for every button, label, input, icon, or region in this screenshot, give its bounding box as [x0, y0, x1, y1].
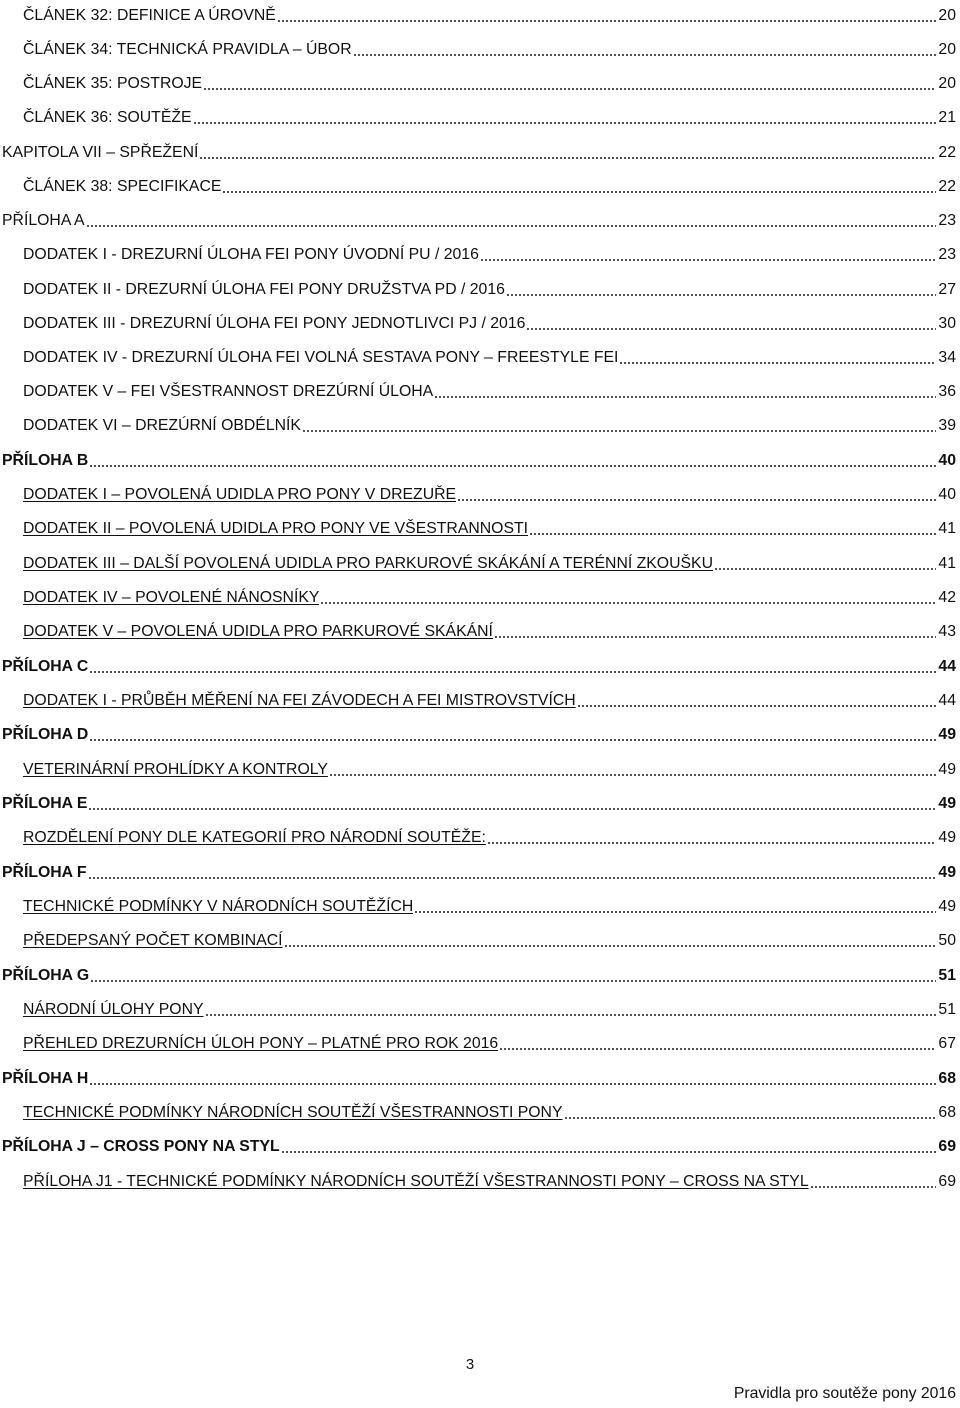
toc-page-number: 20	[938, 7, 956, 24]
toc-entry-line	[2, 445, 956, 471]
toc-page-number: 43	[938, 623, 956, 640]
toc-dot-leader	[284, 945, 936, 947]
toc-section-entry[interactable]	[0, 479, 960, 505]
toc-page-number: 49	[938, 864, 956, 881]
toc-dot-leader	[506, 294, 936, 296]
toc-entry-title: PŘÍLOHA A	[2, 212, 85, 229]
toc-entry-line	[23, 616, 956, 642]
toc-page-number: 40	[938, 452, 956, 469]
toc-entry-title: VETERINÁRNÍ PROHLÍDKY A KONTROLY	[23, 761, 328, 778]
toc-dot-leader	[577, 705, 936, 707]
toc-entry-line	[2, 137, 956, 163]
toc-entry-line	[2, 1063, 956, 1089]
toc-entry-line	[2, 960, 956, 986]
toc-entry-line	[23, 68, 956, 94]
toc-section-entry[interactable]	[0, 34, 960, 60]
toc-entry-line	[23, 582, 956, 608]
toc-dot-leader	[619, 362, 936, 364]
toc-dot-leader	[810, 1186, 936, 1188]
toc-entry-title: ČLÁNEK 36: SOUTĚŽE	[23, 109, 192, 126]
toc-section-entry[interactable]	[0, 548, 960, 574]
toc-chapter-entry[interactable]	[0, 137, 960, 163]
toc-chapter-entry[interactable]	[0, 1063, 960, 1089]
toc-entry-title: PŘÍLOHA E	[2, 795, 88, 812]
toc-page-number: 69	[938, 1138, 956, 1155]
toc-section-entry[interactable]	[0, 754, 960, 780]
toc-entry-title: PŘÍLOHA J1 - TECHNICKÉ PODMÍNKY NÁRODNÍCH SOUTĚŽÍ VŠESTRANNOSTI PONY – CROSS NA STYL	[23, 1173, 809, 1190]
toc-section-entry[interactable]	[0, 994, 960, 1020]
toc-dot-leader	[89, 739, 936, 741]
toc-entry-title: DODATEK IV – POVOLENÉ NÁNOSNÍKY	[23, 589, 320, 606]
toc-page-number: 22	[938, 144, 956, 161]
toc-entry-title: KAPITOLA VII – SPŘEŽENÍ	[2, 144, 199, 161]
toc-section-entry[interactable]	[0, 171, 960, 197]
toc-entry-line	[2, 788, 956, 814]
toc-page-number: 30	[938, 315, 956, 332]
toc-entry-line	[23, 513, 956, 539]
toc-entry-title: PŘEHLED DREZURNÍCH ÚLOH PONY – PLATNÉ PRO ROK 2016	[23, 1035, 499, 1052]
toc-entry-line	[23, 342, 956, 368]
toc-entry-title: DODATEK II - DREZURNÍ ÚLOHA FEI PONY DRUŽSTVA PD / 2016	[23, 281, 505, 298]
toc-page-number: 34	[938, 349, 956, 366]
toc-section-entry[interactable]	[0, 616, 960, 642]
toc-entry-title: ČLÁNEK 34: TECHNICKÁ PRAVIDLA – ÚBOR	[23, 41, 352, 58]
toc-section-entry[interactable]	[0, 925, 960, 951]
toc-entry-line	[23, 308, 956, 334]
toc-dot-leader	[90, 980, 936, 982]
toc-dot-leader	[222, 191, 936, 193]
toc-section-entry[interactable]	[0, 1028, 960, 1054]
toc-entry-title: DODATEK III - DREZURNÍ ÚLOHA FEI PONY JEDNOTLIVCI PJ / 2016	[23, 315, 526, 332]
toc-page-number: 23	[938, 212, 956, 229]
toc-entry-title: PŘÍLOHA F	[2, 864, 87, 881]
document-footer-title: Pravidla pro soutěže pony 2016	[733, 1385, 956, 1402]
toc-section-entry[interactable]	[0, 410, 960, 436]
toc-page-number: 49	[938, 726, 956, 743]
toc-dot-leader	[487, 842, 936, 844]
toc-dot-leader	[480, 259, 936, 261]
toc-entry-title: DODATEK II – POVOLENÁ UDIDLA PRO PONY VE VŠESTRANNOSTI	[23, 520, 529, 537]
toc-entry-line	[23, 410, 956, 436]
toc-entry-title: DODATEK I - PRŮBĚH MĚŘENÍ NA FEI ZÁVODECH A FEI MISTROVSTVÍCH	[23, 692, 576, 709]
toc-dot-leader	[302, 430, 936, 432]
toc-entry-line	[23, 1097, 956, 1123]
toc-entry-line	[23, 0, 956, 26]
toc-section-entry[interactable]	[0, 822, 960, 848]
toc-page-number: 44	[938, 692, 956, 709]
toc-page-number: 27	[938, 281, 956, 298]
toc-entry-line	[2, 205, 956, 231]
toc-section-entry[interactable]	[0, 1097, 960, 1123]
toc-dot-leader	[526, 328, 936, 330]
toc-page-number: 44	[938, 658, 956, 675]
toc-dot-leader	[86, 225, 936, 227]
toc-entry-title: DODATEK IV - DREZURNÍ ÚLOHA FEI VOLNÁ SESTAVA PONY – FREESTYLE FEI	[23, 349, 619, 366]
toc-entry-line	[2, 719, 956, 745]
toc-section-entry[interactable]	[0, 513, 960, 539]
toc-entry-line	[23, 822, 956, 848]
toc-page-number: 20	[938, 75, 956, 92]
toc-chapter-entry[interactable]	[0, 445, 960, 471]
toc-entry-line	[23, 171, 956, 197]
toc-entry-title: ČLÁNEK 32: DEFINICE A ÚROVNĚ	[23, 7, 276, 24]
toc-page-number: 40	[938, 486, 956, 503]
toc-section-entry[interactable]	[0, 68, 960, 94]
toc-entry-title: PŘÍLOHA B	[2, 452, 89, 469]
toc-page-number: 49	[938, 761, 956, 778]
toc-dot-leader	[434, 396, 936, 398]
toc-entry-title: DODATEK III – DALŠÍ POVOLENÁ UDIDLA PRO PARKUROVÉ SKÁKÁNÍ A TERÉNNÍ ZKOUŠKU	[23, 555, 713, 572]
toc-section-entry[interactable]	[0, 342, 960, 368]
toc-chapter-entry[interactable]	[0, 719, 960, 745]
toc-chapter-entry[interactable]	[0, 205, 960, 231]
toc-entry-line	[23, 891, 956, 917]
toc-dot-leader	[281, 1151, 936, 1153]
toc-chapter-entry[interactable]	[0, 1131, 960, 1157]
toc-section-entry[interactable]	[0, 1166, 960, 1192]
toc-entry-title: DODATEK V – FEI VŠESTRANNOST DREZÚRNÍ ÚLOHA	[23, 383, 434, 400]
toc-entry-line	[2, 651, 956, 677]
toc-dot-leader	[277, 20, 936, 22]
toc-entry-title: ROZDĚLENÍ PONY DLE KATEGORIÍ PRO NÁRODNÍ SOUTĚŽE:	[23, 829, 486, 846]
toc-entry-title: PŘÍLOHA H	[2, 1070, 89, 1087]
toc-dot-leader	[89, 671, 936, 673]
toc-entry-title: DODATEK I – POVOLENÁ UDIDLA PRO PONY V DREZUŘE	[23, 486, 457, 503]
toc-page-number: 23	[938, 246, 956, 263]
toc-entry-title: PŘEDEPSANÝ POČET KOMBINACÍ	[23, 932, 283, 949]
toc-chapter-entry[interactable]	[0, 651, 960, 677]
toc-entry-title: PŘÍLOHA G	[2, 967, 90, 984]
toc-entry-title: PŘÍLOHA J – CROSS PONY NA STYL	[2, 1138, 280, 1155]
toc-dot-leader	[353, 54, 936, 56]
toc-page-number: 49	[938, 795, 956, 812]
toc-entry-line	[2, 857, 956, 883]
toc-dot-leader	[414, 911, 936, 913]
toc-section-entry[interactable]	[0, 308, 960, 334]
toc-section-entry[interactable]	[0, 0, 960, 26]
toc-entry-title: PŘÍLOHA D	[2, 726, 89, 743]
toc-entry-line	[23, 479, 956, 505]
toc-entry-title: DODATEK V – POVOLENÁ UDIDLA PRO PARKUROVÉ SKÁKÁNÍ	[23, 623, 493, 640]
toc-entry-line	[23, 239, 956, 265]
toc-page-number: 51	[938, 1001, 956, 1018]
toc-page-number: 49	[938, 898, 956, 915]
toc-section-entry[interactable]	[0, 376, 960, 402]
toc-entry-line	[23, 994, 956, 1020]
toc-entry-line	[23, 376, 956, 402]
toc-dot-leader	[88, 808, 936, 810]
toc-entry-title: DODATEK I - DREZURNÍ ÚLOHA FEI PONY ÚVODNÍ PU / 2016	[23, 246, 479, 263]
toc-chapter-entry[interactable]	[0, 960, 960, 986]
toc-page-number: 39	[938, 417, 956, 434]
toc-entry-line	[2, 1131, 956, 1157]
toc-dot-leader	[199, 157, 936, 159]
toc-dot-leader	[89, 465, 936, 467]
toc-page-number: 50	[938, 932, 956, 949]
toc-page-number: 21	[938, 109, 956, 126]
toc-dot-leader	[205, 1014, 936, 1016]
toc-entry-line	[23, 548, 956, 574]
toc-section-entry[interactable]	[0, 102, 960, 128]
toc-entry-title: ČLÁNEK 38: SPECIFIKACE	[23, 178, 222, 195]
toc-entry-line	[23, 34, 956, 60]
toc-dot-leader	[457, 499, 936, 501]
toc-entry-line	[23, 754, 956, 780]
toc-dot-leader	[714, 568, 936, 570]
toc-entry-line	[23, 1028, 956, 1054]
toc-entry-title: PŘÍLOHA C	[2, 658, 89, 675]
toc-page-number: 41	[938, 520, 956, 537]
toc-dot-leader	[320, 602, 936, 604]
toc-dot-leader	[329, 774, 936, 776]
toc-section-entry[interactable]	[0, 685, 960, 711]
toc-dot-leader	[203, 88, 936, 90]
toc-page-number: 67	[938, 1035, 956, 1052]
toc-chapter-entry[interactable]	[0, 857, 960, 883]
toc-page-number: 68	[938, 1104, 956, 1121]
toc-section-entry[interactable]	[0, 582, 960, 608]
toc-section-entry[interactable]	[0, 239, 960, 265]
toc-section-entry[interactable]	[0, 274, 960, 300]
toc-dot-leader	[494, 636, 936, 638]
toc-entry-title: DODATEK VI – DREZÚRNÍ OBDÉLNÍK	[23, 417, 301, 434]
toc-dot-leader	[88, 877, 936, 879]
toc-dot-leader	[499, 1048, 936, 1050]
toc-page-number: 20	[938, 41, 956, 58]
toc-dot-leader	[89, 1083, 936, 1085]
toc-page-number: 22	[938, 178, 956, 195]
toc-page-number: 49	[938, 829, 956, 846]
toc-page-number: 41	[938, 555, 956, 572]
toc-chapter-entry[interactable]	[0, 788, 960, 814]
toc-entry-line	[23, 102, 956, 128]
toc-entry-line	[23, 274, 956, 300]
toc-page-number: 51	[938, 967, 956, 984]
toc-entry-title: NÁRODNÍ ÚLOHY PONY	[23, 1001, 204, 1018]
toc-page-number: 36	[938, 383, 956, 400]
page-number: 3	[465, 1356, 475, 1373]
toc-dot-leader	[193, 122, 936, 124]
toc-page-number: 68	[938, 1070, 956, 1087]
toc-dot-leader	[529, 533, 936, 535]
toc-entry-line	[23, 685, 956, 711]
toc-page-number: 42	[938, 589, 956, 606]
toc-dot-leader	[564, 1117, 936, 1119]
toc-section-entry[interactable]	[0, 891, 960, 917]
toc-entry-title: ČLÁNEK 35: POSTROJE	[23, 75, 203, 92]
toc-entry-line	[23, 1166, 956, 1192]
toc-entry-title: TECHNICKÉ PODMÍNKY V NÁRODNÍCH SOUTĚŽÍCH	[23, 898, 414, 915]
toc-page-number: 69	[938, 1173, 956, 1190]
toc-entry-title: TECHNICKÉ PODMÍNKY NÁRODNÍCH SOUTĚŽÍ VŠESTRANNOSTI PONY	[23, 1104, 563, 1121]
toc-entry-line	[23, 925, 956, 951]
